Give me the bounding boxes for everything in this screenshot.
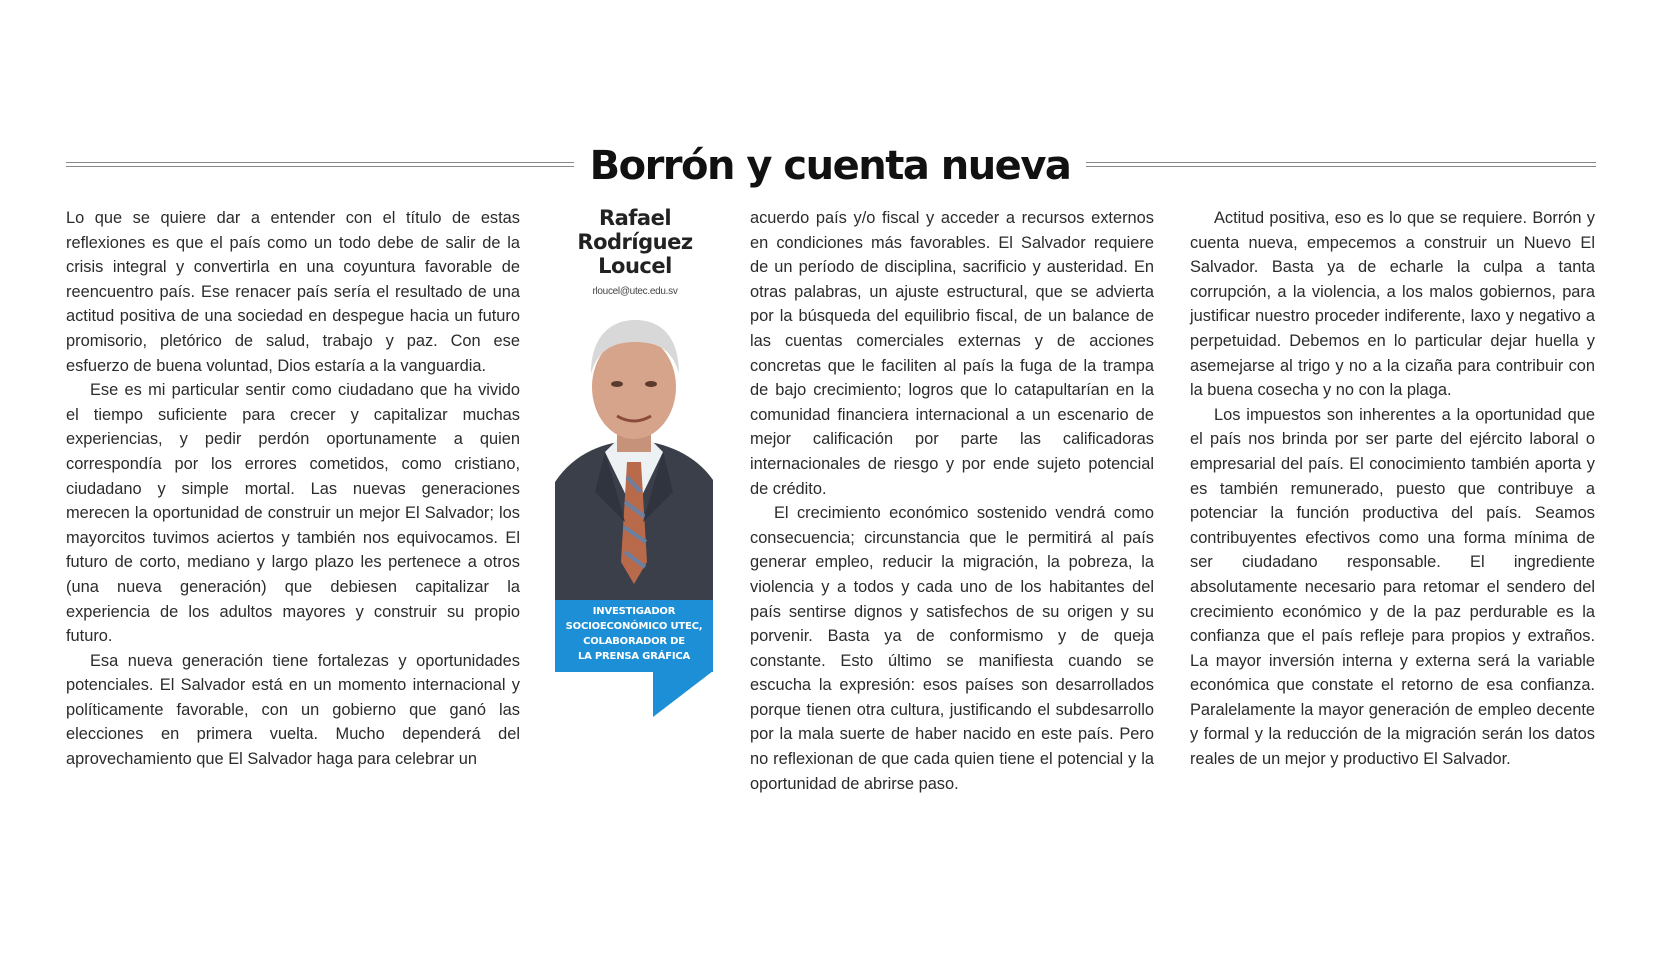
col1-paragraph-1: Lo que se quiere dar a entender con el título de estas reflexiones es que el país como un todo debe de salir de la crisis integral y convertirla en una coyuntura favorable de reencuentro país. Ese renacer país sería el resultado de una actitud positiva de una sociedad en despegue hacia un futuro promisorio, pletórico de salud, trabajo y paz. Con ese esfuerzo de buena voluntad, Dios estaría a la vanguardia. (66, 209, 520, 375)
column-3 (750, 206, 1154, 796)
col4-paragraph-2: Los impuestos son inherentes a la oportunidad que el país nos brinda por ser parte del ejército laboral o empresarial del país. El conocimiento también aporta y es también remunerado, puesto que contribuye a potenciar la función productiva del país. Seamos contribuyentes efectivos como una forma mínima de ser ciudadano responsable. El ingrediente absolutamente necesario para retomar el sendero del crecimiento económico y de la paz perdurable es la confianza que el país refleje para propios y extraños. La mayor inversión interna y externa será la variable económica que constate el retorno de esa confianza. Paralelamente la mayor generación de empleo decente y formal y la reducción de la migración serán los datos reales de un mejor y productivo El Salvador. (1190, 405, 1595, 769)
author-name-line1: Rafael (598, 206, 672, 230)
col4-paragraph-1: Actitud positiva, eso es lo que se requiere. Borrón y cuenta nueva, empecemos a construir un Nuevo El Salvador. Basta ya de echarle la culpa a tanta corrupción, a la violencia, a los malos gobiernos, para justificar nuestro proceder indiferente, laxo y negativo a perpetuidad. Debemos en lo particular dejar huella y asemejarse al trigo y no a la cizaña para contribuir con la buena cosecha y no con la plaga. (1190, 209, 1595, 400)
author-portrait-icon (555, 312, 713, 602)
author-name-line2: Rodríguez (577, 230, 693, 254)
headline: Borrón y cuenta nueva (589, 143, 1071, 189)
author-name-line3: Loucel (598, 254, 672, 278)
col3-paragraph-1: acuerdo país y/o fiscal y acceder a recursos externos en condiciones más favorables. El Salvador requiere de un período de disciplina, sacrificio y austeridad. En otras palabras, un ajuste estructural, que se advierta por la búsqueda del equilibrio fiscal, de un balance de las cuentas comerciales externas y de acciones concretas que le faciliten al país la fuga de la trampa de bajo crecimiento; logros que lo catapultarían en la comunidad financiera internacional a un escenario de mejor calificación por parte las calificadoras internacionales de riesgo y por ende sujeto potencial de crédito. (750, 209, 1154, 498)
col1-paragraph-2: Ese es mi particular sentir como ciudadano que ha vivido el tiempo suficiente para crecer y capitalizar muchas experiencias, y pedir perdón oportunamente a quien correspondía por los errores cometidos, como cristiano, ciudadano y simple mortal. Las nuevas generaciones merecen la oportunidad de construir un mejor El Salvador; los mayorcitos tuvimos aciertos y también nos equivocamos. El futuro de corto, mediano y largo plazo les pertenece a otros (una nueva generación) que debiesen capitalizar la experiencia de los adultos mayores y construir su propio futuro. (66, 381, 520, 646)
title-rule-left (66, 162, 574, 167)
title-row (66, 138, 1596, 198)
title-rule-right (1086, 162, 1596, 167)
column-4 (1190, 206, 1595, 772)
caption-line1: INVESTIGADOR (592, 606, 676, 617)
author-email[interactable]: rloucel@utec.edu.sv (592, 286, 678, 297)
author-caption (555, 600, 713, 672)
column-1 (66, 206, 520, 772)
caption-line4: LA PRENSA GRÁFICA (577, 651, 691, 662)
col3-paragraph-2: El crecimiento económico sostenido vendrá como consecuencia; circunstancia que le permitirá al país generar empleo, reducir la migración, la pobreza, la violencia y a todos y cada uno de los habitantes del país sentirse dignos y satisfechos de su origen y su porvenir. Basta ya de conformismo y de queja constante. Esto último se manifiesta cuando se escucha la expresión: esos países son desarrollados porque tienen otra cultura, justificando el subdesarrollo por la mala suerte de haber nacido en este país. Pero no reflexionan de que cada quien tiene el potencial y la oportunidad de abrirse paso. (750, 504, 1154, 793)
col1-paragraph-3: Esa nueva generación tiene fortalezas y oportunidades potenciales. El Salvador está en un momento internacional y políticamente favorable, con un gobierno que ganó las elecciones en primera vuelta. Mucho dependerá del aprovechamiento que El Salvador haga para celebrar un (66, 651, 520, 769)
caption-tail (653, 671, 713, 717)
author-block (555, 206, 715, 297)
caption-line3: COLABORADOR DE (583, 636, 685, 647)
caption-line2: SOCIOECONÓMICO UTEC, (565, 621, 703, 632)
